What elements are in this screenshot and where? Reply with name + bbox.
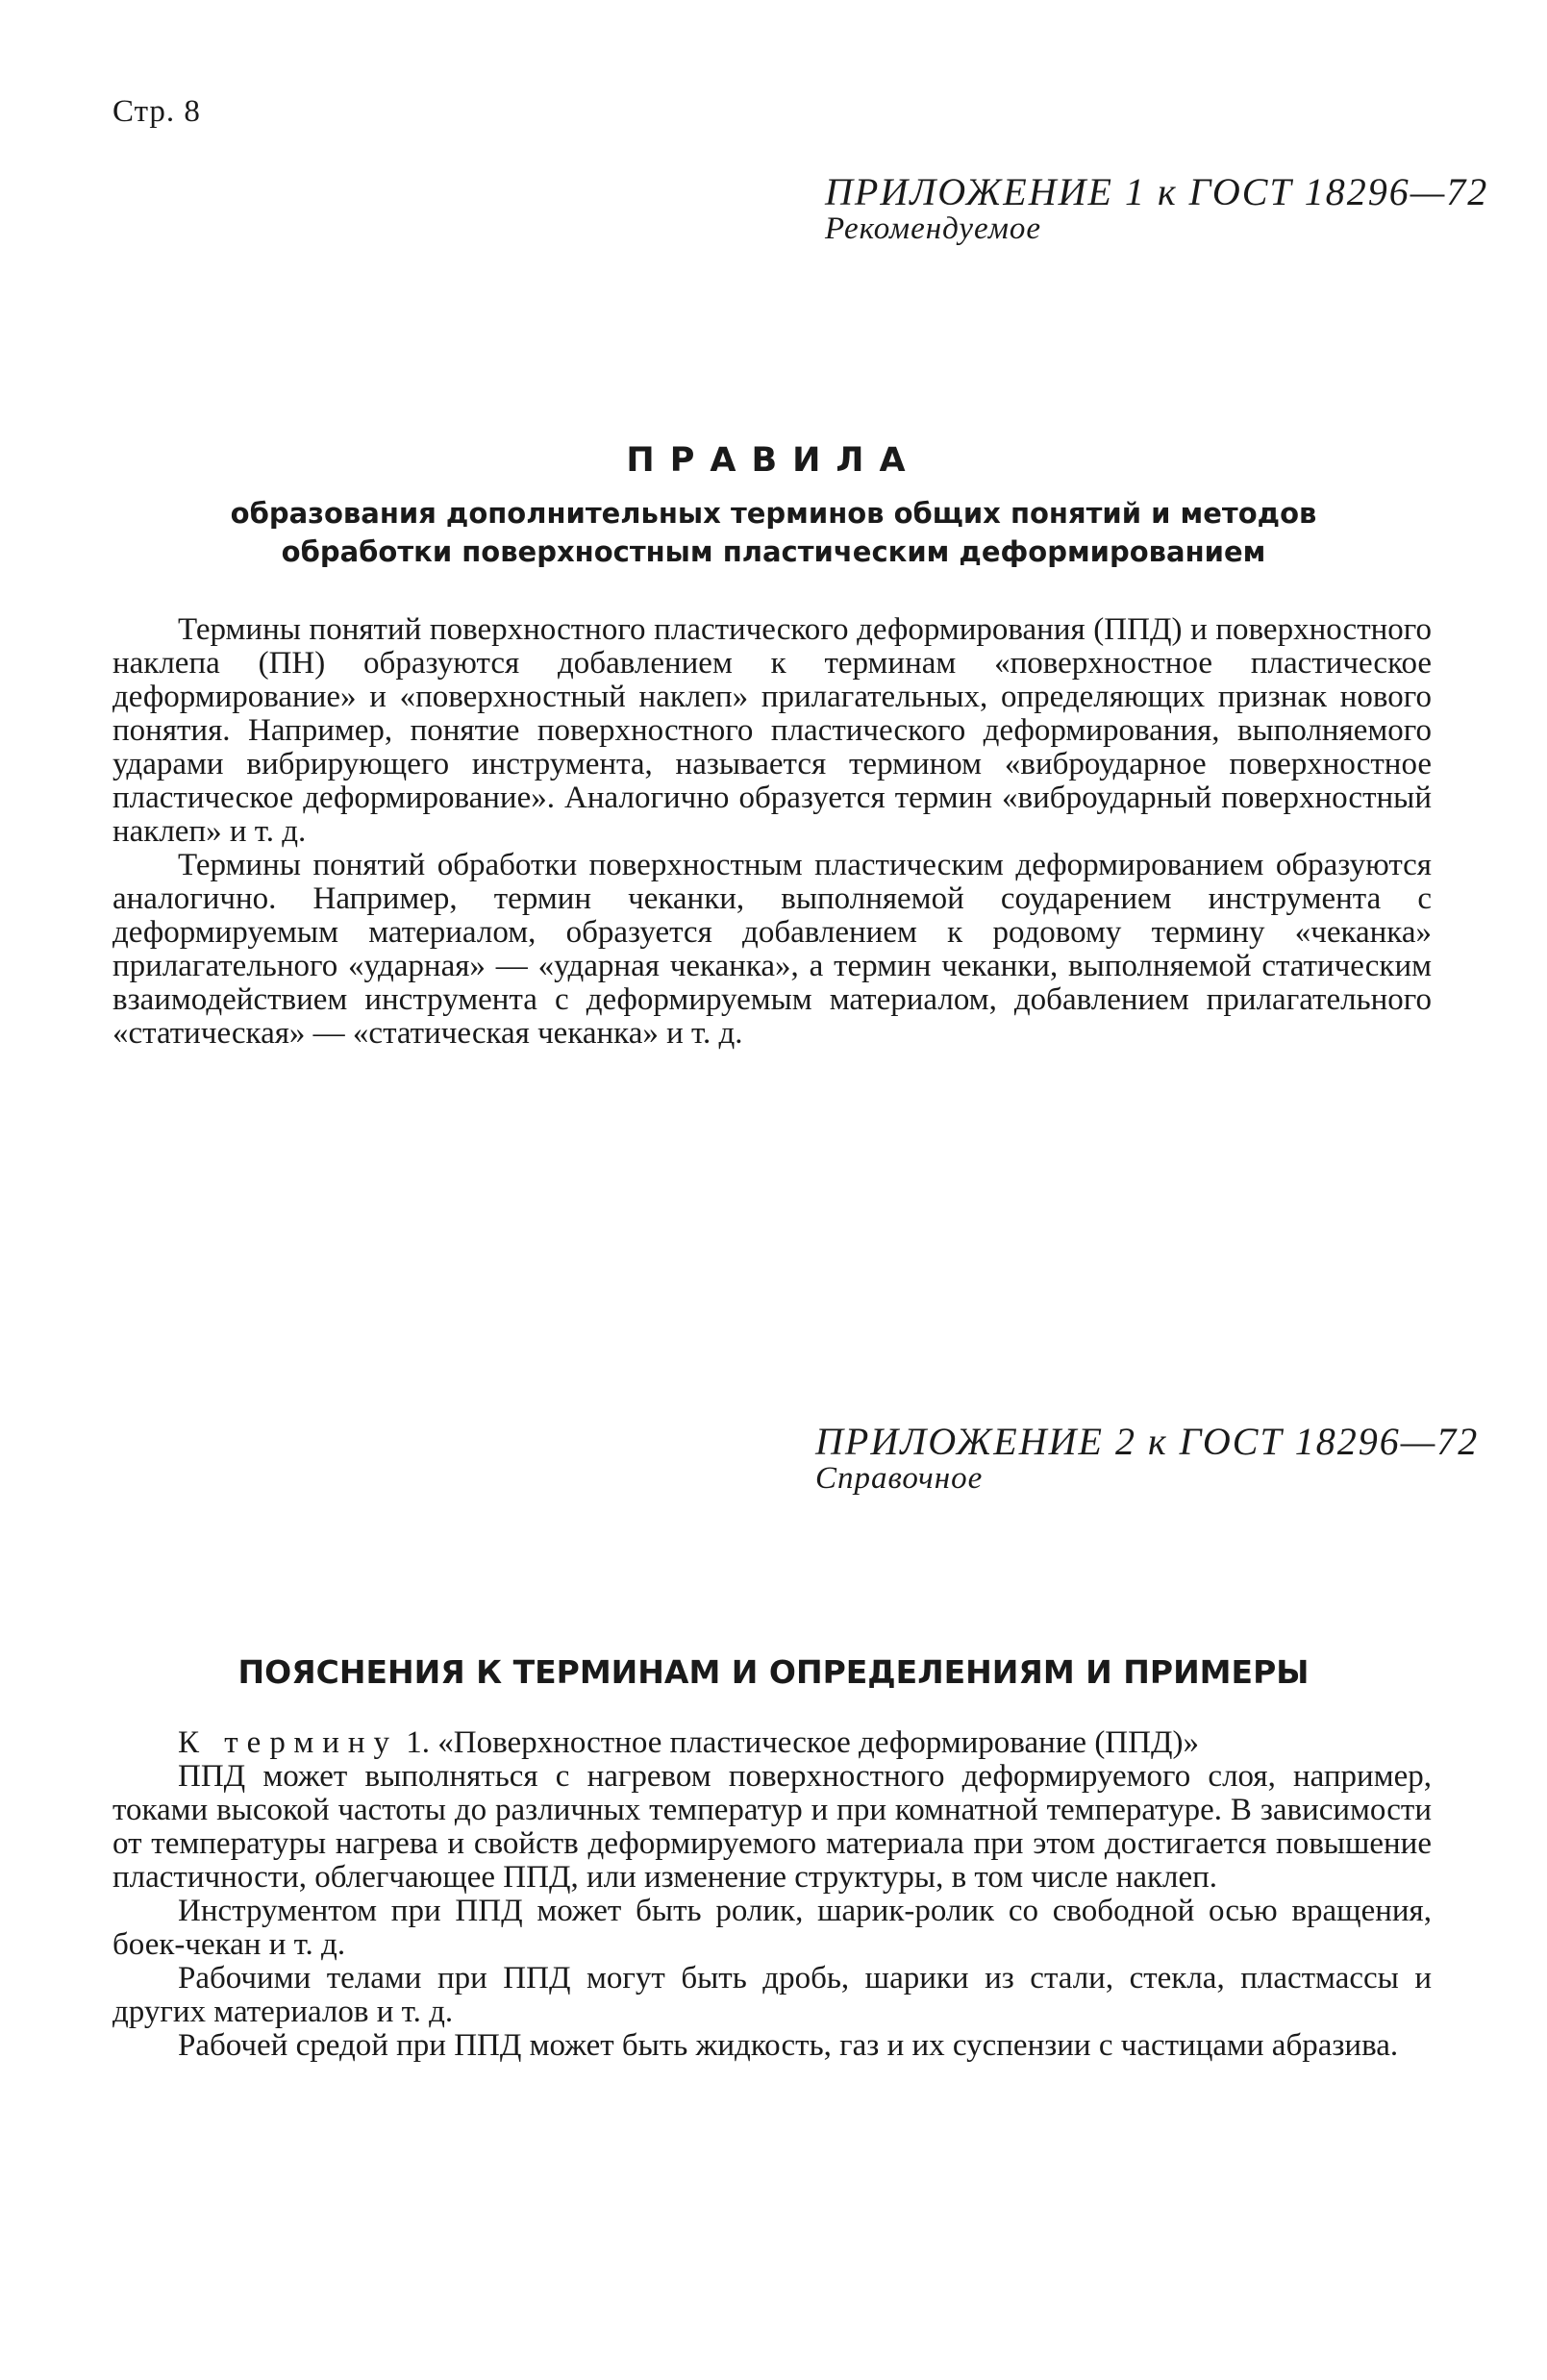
rules-paragraph-1: Термины понятий поверхностного пластического деформирования (ППД) и поверхностного наклепа (ПН) образуются добавлением к терминам «поверхностное пластическое деформирование» и «поверхностный наклеп» прилагательных, определяющих признак нового понятия. Например, понятие поверхностного пластического деформирования, выполняемого ударами вибрирующего инструмента, называется термином «виброударное поверхностное пластическое деформирование». Аналогично образуется термин «виброударный поверхностный наклеп» и т. д. <box>112 612 1432 849</box>
explanation-paragraph-4: Рабочей средой при ППД может быть жидкость, газ и их суспензии с частицами абразива. <box>178 2028 1399 2063</box>
term-heading <box>112 1726 1432 1760</box>
appendix-2-header <box>815 1420 1480 1496</box>
explanations-title: ПОЯСНЕНИЯ К ТЕРМИНАМ И ОПРЕДЕЛЕНИЯМ И ПРИМЕРЫ <box>237 1653 1310 1691</box>
appendix-1-header <box>825 170 1489 246</box>
rules-body <box>112 613 1432 1051</box>
explanation-paragraph-3: Рабочими телами при ППД могут быть дробь, шарики из стали, стекла, пластмассы и других материалов и т. д. <box>112 1961 1432 2029</box>
rules-title: ПРАВИЛА <box>626 441 921 480</box>
rules-subtitle-line-1: образования дополнительных терминов общих понятий и методов <box>230 497 1317 530</box>
term-reference: 1. «Поверхностное пластическое деформирование (ППД)» <box>406 1725 1199 1760</box>
page-number: Стр. 8 <box>112 94 201 129</box>
appendix-2-title: ПРИЛОЖЕНИЕ 2 к ГОСТ 18296—72 <box>815 1420 1480 1463</box>
rules-paragraph-2: Термины понятий обработки поверхностным пластическим деформированием образуются аналогично. Например, термин чеканки, выполняемой соударением инструмента с деформируемым материалом, образуется добавлением к родовому термину «чеканка» прилагательного «ударная» — «ударная чеканка», а термин чеканки, выполняемой статическим взаимодействием инструмента с деформируемым материалом, добавлением прилагательного «статическая» — «статическая чеканка» и т. д. <box>112 848 1432 1051</box>
term-lead: К термину <box>178 1725 399 1760</box>
explanation-paragraph-2: Инструментом при ППД может быть ролик, шарик-ролик со свободной осью вращения, боек-чекан и т. д. <box>112 1894 1432 1962</box>
appendix-1-title: ПРИЛОЖЕНИЕ 1 к ГОСТ 18296—72 <box>825 170 1489 213</box>
rules-subtitle-line-2: обработки поверхностным пластическим деформированием <box>281 535 1266 568</box>
explanation-paragraph-1: ППД может выполняться с нагревом поверхностного деформируемого слоя, например, токами высокой частоты до различных температур и при комнатной температуре. В зависимости от температуры нагрева и свойств деформируемого материала при этом достигается повышение пластичности, облегчающее ППД, или изменение структуры, в том числе наклеп. <box>112 1759 1432 1895</box>
appendix-1-status: Рекомендуемое <box>825 211 1042 246</box>
explanations-body <box>112 1726 1432 2063</box>
appendix-2-status: Справочное <box>815 1461 984 1496</box>
